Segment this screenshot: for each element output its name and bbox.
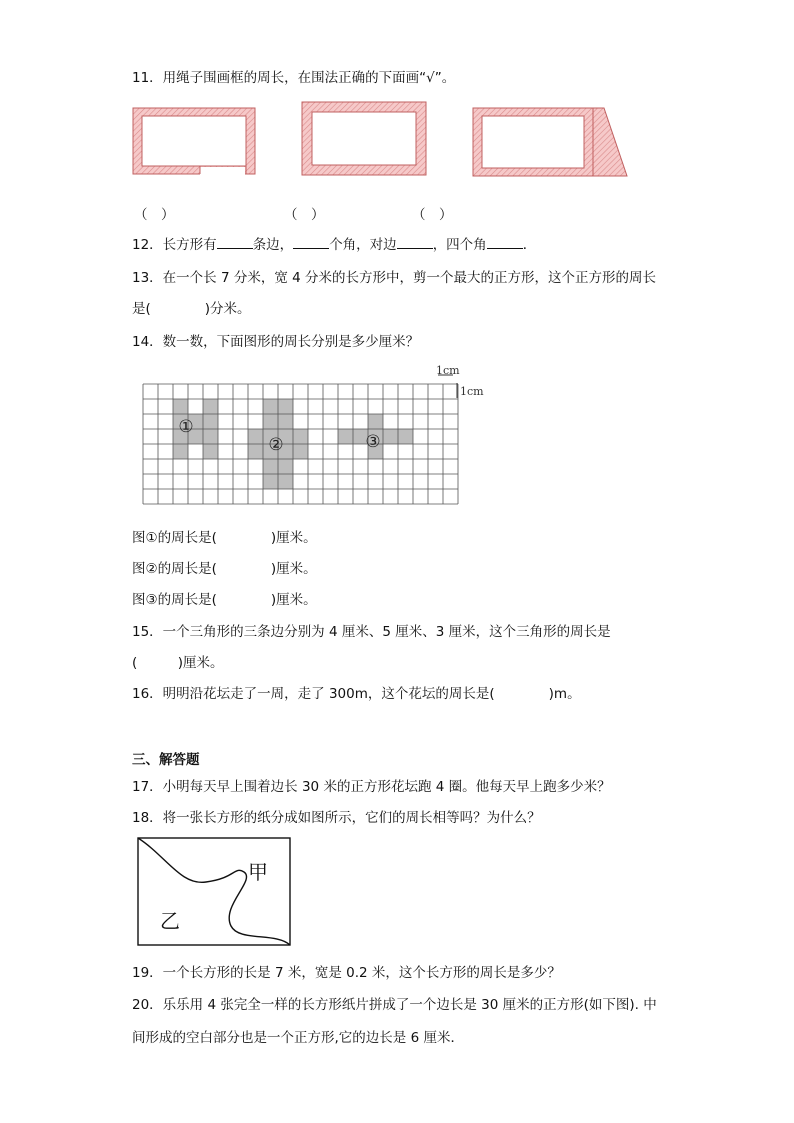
shape-3: [365, 432, 380, 452]
shape-2-label: ②: [268, 435, 284, 455]
q14-answer-2[interactable]: 图②的周长是( )厘米。: [132, 561, 317, 577]
frame-c: [473, 108, 627, 176]
q15-line-1: 15．一个三角形的三条边分别为 4 厘米、5 厘米、3 厘米，这个三角形的周长是: [132, 624, 611, 640]
shaded-cell: [263, 474, 278, 489]
region-jia-label: 甲: [248, 860, 268, 884]
shape-1-label: ①: [178, 417, 194, 437]
q12-part-4: ，四个角: [432, 237, 487, 253]
shaded-cell: [173, 444, 188, 459]
q16-question[interactable]: 16．明明沿花坛走了一周，走了 300m，这个花坛的周长是( )m。: [132, 686, 581, 702]
q11-answer-2[interactable]: （ ）: [284, 207, 325, 223]
q11-frames-figure: [130, 100, 630, 182]
shape-2: [268, 435, 283, 455]
shape-1: [178, 417, 193, 437]
shaded-cell: [293, 429, 308, 444]
q12-blank-4[interactable]: [487, 248, 523, 249]
shaded-cell: [293, 444, 308, 459]
shaded-cell: [383, 429, 398, 444]
q12-part-5: ．: [522, 237, 537, 253]
shaded-cell: [263, 399, 278, 414]
q20-line-1: 20．乐乐用 4 张完全一样的长方形纸片拼成了一个边长是 30 厘米的正方形(如下图). 中: [132, 997, 657, 1013]
scale-height-label: 1cm: [460, 385, 484, 398]
shaded-cell: [203, 414, 218, 429]
shaded-cell: [203, 429, 218, 444]
shaded-cell: [278, 414, 293, 429]
frame-b: [302, 102, 426, 175]
q14-answer-3[interactable]: 图③的周长是( )厘米。: [132, 592, 317, 608]
grid-lines: [143, 384, 458, 504]
section-3-title: 三、解答题: [132, 752, 200, 768]
shaded-cell: [203, 444, 218, 459]
shaded-cell: [278, 474, 293, 489]
q17-question: 17．小明每天早上围着边长 30 米的正方形花坛跑 4 圈。他每天早上跑多少米？: [132, 779, 611, 795]
scale-width-label: 1cm: [436, 364, 460, 377]
shaded-cell: [278, 399, 293, 414]
q15-line-2[interactable]: ( )厘米。: [132, 655, 224, 671]
shaded-cell: [173, 399, 188, 414]
shape-3-label: ③: [365, 432, 381, 452]
shaded-cell: [278, 459, 293, 474]
region-yi-label: 乙: [160, 909, 180, 933]
shaded-cell: [203, 399, 218, 414]
q12-question: [132, 233, 536, 253]
q14-answer-1[interactable]: 图①的周长是( )厘米。: [132, 530, 317, 546]
shaded-cell: [248, 429, 263, 444]
q13-line-1: 13．在一个长 7 分米，宽 4 分米的长方形中，剪一个最大的正方形，这个正方形的周长: [132, 270, 657, 286]
q12-part-3: 个角，对边: [329, 237, 397, 253]
q11-question: 11．用绳子围画框的周长，在围法正确的下面画“√”。: [132, 70, 456, 86]
q13-line-2[interactable]: 是( )分米。: [132, 301, 251, 317]
shaded-cell: [338, 429, 353, 444]
q20-line-2: 间形成的空白部分也是一个正方形,它的边长是 6 厘米．: [132, 1030, 464, 1046]
q12-blank-1[interactable]: [217, 248, 253, 249]
q11-answer-1[interactable]: （ ）: [134, 207, 175, 223]
shaded-cell: [248, 444, 263, 459]
q12-blank-2[interactable]: [293, 248, 329, 249]
q12-part-2: 条边，: [252, 237, 294, 253]
frame-a: [133, 108, 255, 175]
q14-question: 14．数一数，下面图形的周长分别是多少厘米？: [132, 334, 420, 350]
q12-part-1: 12．长方形有: [132, 237, 217, 253]
q18-question: 18．将一张长方形的纸分成如图所示，它们的周长相等吗？为什么？: [132, 810, 541, 826]
shaded-cell: [263, 414, 278, 429]
q19-question: 19．一个长方形的长是 7 米，宽是 0.2 米，这个长方形的周长是多少？: [132, 965, 561, 981]
q14-grid-figure: [140, 364, 500, 506]
shaded-cell: [263, 459, 278, 474]
q11-answer-3[interactable]: （ ）: [412, 207, 453, 223]
q12-blank-3[interactable]: [397, 248, 433, 249]
shaded-cell: [398, 429, 413, 444]
q18-paper-figure: [136, 836, 294, 948]
shaded-cell: [368, 414, 383, 429]
